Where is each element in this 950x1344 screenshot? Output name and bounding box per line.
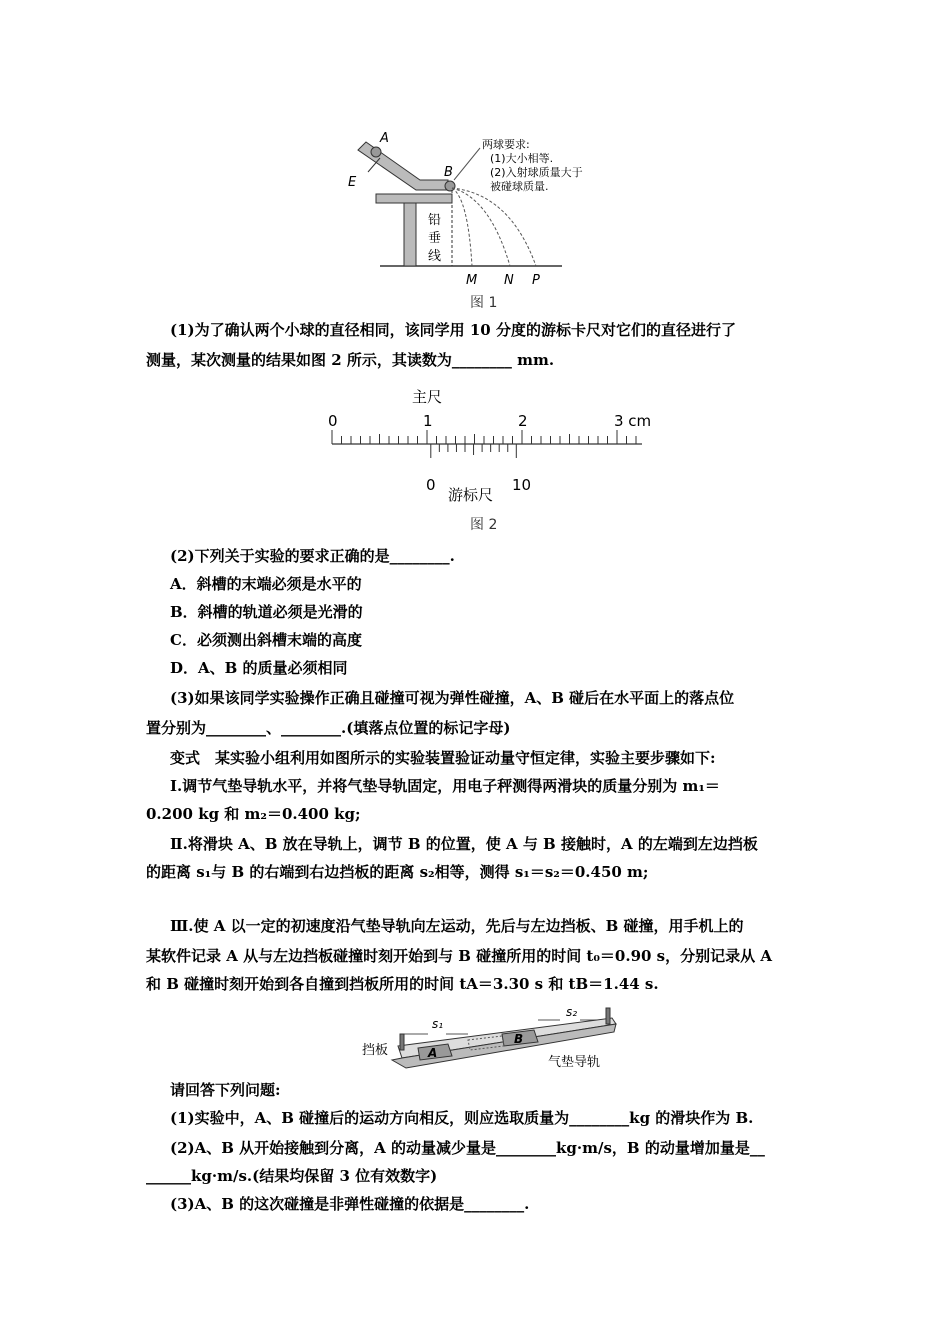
block-a-label: A [428,1046,438,1060]
vernier-label: 游标尺 [448,486,494,504]
main-tick-0: 0 [328,412,338,430]
note-line-2: (1)大小相等. [490,152,554,165]
q2-option-c: C．必须测出斜槽末端的高度 [170,631,362,649]
note-line-4: 被碰球质量. [490,180,549,193]
s2-label: s₂ [566,1005,578,1019]
plumb-label-2: 垂 [428,231,442,246]
ball-a [371,147,381,157]
step2-line-2: 的距离 s₁与 B 的右端到右边挡板的距离 s₂相等，测得 s₁＝s₂＝0.450 m; [146,863,649,881]
q1-line-2: 测量，某次测量的结果如图 2 所示，其读数为________ mm. [146,351,555,369]
label-e: E [348,175,357,190]
s1-label: s₁ [432,1017,444,1031]
figure-1-caption: 图 1 [470,295,498,311]
step2-line-1: Ⅱ.将滑块 A、B 放在导轨上，调节 B 的位置，使 A 与 B 接触时，A 的左端到左边挡板 [170,835,758,853]
step3-line-3: 和 B 碰撞时刻开始到各自撞到挡板所用的时间 tA＝3.30 s 和 tB＝1.44 s. [146,975,659,993]
q3-line-2: 置分别为________、________.(填落点位置的标记字母) [146,719,511,737]
question-3: (3)A、B 的这次碰撞是非弹性碰撞的依据是________. [170,1195,530,1213]
plumb-label-3: 线 [428,249,442,264]
vernier-tick-10: 10 [512,476,532,494]
label-a: A [380,131,389,146]
step3-line-1: Ⅲ.使 A 以一定的初速度沿气垫导轨向左运动，先后与左边挡板、B 碰撞，用手机上的 [170,917,744,935]
note-line-3: (2)入射球质量大于 [490,166,583,179]
point-p: P [532,273,540,288]
note-line-1: 两球要求: [482,138,530,151]
variant-intro: 变式 某实验小组利用如图所示的实验装置验证动量守恒定律，实验主要步骤如下: [170,749,716,767]
plumb-label-1: 铅 [428,213,442,228]
main-tick-3: 3 cm [614,412,652,430]
questions-intro: 请回答下列问题: [170,1081,281,1099]
label-b: B [444,165,453,180]
q2-option-b: B．斜槽的轨道必须是光滑的 [170,603,363,621]
step1-line-2: 0.200 kg 和 m₂＝0.400 kg; [146,805,361,823]
figure-2-vernier [320,384,660,510]
main-scale-label: 主尺 [412,388,443,406]
question-2-line-1: (2)A、B 从开始接触到分离，A 的动量减少量是________kg·m/s，B 的动量增加量是__ [170,1139,765,1157]
figure-2-caption: 图 2 [470,517,498,533]
figure-1-apparatus [340,128,640,290]
question-2-line-2: ______kg·m/s.(结果均保留 3 位有效数字) [146,1167,438,1185]
step3-line-2: 某软件记录 A 从与左边挡板碰撞时刻开始到与 B 碰撞所用的时间 t₀＝0.90 s，分别记录从 A [146,947,772,965]
air-track-label: 气垫导轨 [548,1055,601,1070]
q2-option-d: D．A、B 的质量必须相同 [170,659,348,677]
point-m: M [466,273,478,288]
q2-option-a: A．斜槽的末端必须是水平的 [170,575,362,593]
main-tick-1: 1 [423,412,433,430]
main-tick-2: 2 [518,412,528,430]
step1-line-1: Ⅰ.调节气垫导轨水平，并将气垫导轨固定，用电子秤测得两滑块的质量分别为 m₁＝ [170,777,720,795]
baffle-label: 挡板 [362,1043,389,1058]
figure-3-air-track [362,1004,632,1076]
q1-line-1: (1)为了确认两个小球的直径相同，该同学用 10 分度的游标卡尺对它们的直径进行了 [170,321,736,339]
vernier-tick-0: 0 [426,476,436,494]
point-n: N [504,273,514,288]
q2-stem: (2)下列关于实验的要求正确的是________. [170,547,455,565]
question-1: (1)实验中，A、B 碰撞后的运动方向相反，则应选取质量为________kg 的滑块作为 B. [170,1109,754,1127]
block-b-label: B [514,1032,524,1046]
q3-line-1: (3)如果该同学实验操作正确且碰撞可视为弹性碰撞，A、B 碰后在水平面上的落点位 [170,689,735,707]
